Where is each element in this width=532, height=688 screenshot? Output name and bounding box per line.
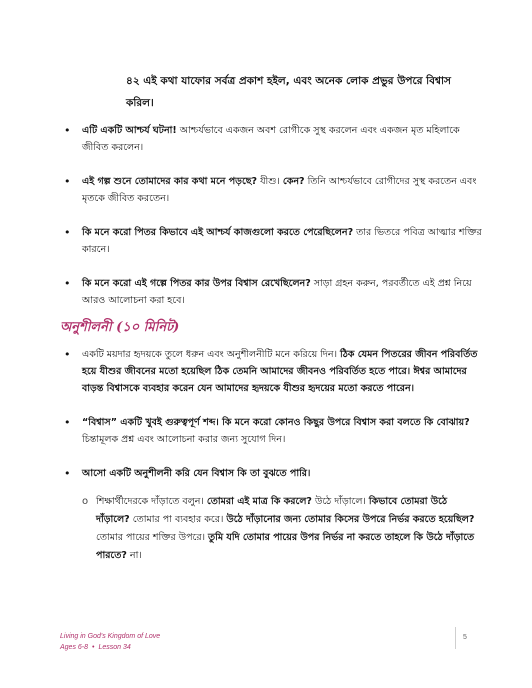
footer-subtitle (60, 642, 160, 653)
sub-text: তোমার পা ব্যবহার করে। (129, 514, 227, 525)
bullet-list-bottom (64, 346, 484, 499)
bullet-icon: • (64, 416, 71, 429)
bullet-text: সাড়া গ্রহন করুন, পরবর্তীতে এই প্রশ্ন নিয়ে আরও আলোচনা করা হবে। (82, 278, 472, 306)
sub-text: উঠে দাঁড়ালে। (311, 496, 369, 507)
footer-divider (455, 627, 456, 649)
bullet-icon: • (64, 175, 71, 188)
sub-list-item (82, 493, 476, 565)
bullet-bold-text: এই গল্প শুনে তোমাদের কার কথা মনে পড়ছে? (82, 176, 258, 187)
footer-title: Living in God's Kingdom of Love (60, 633, 161, 640)
bullet-text: তার ভিতরে পবিত্র আত্মার শক্তির কারনে। (82, 227, 482, 255)
sub-bold-text: তুমি যদি তোমার পায়ের উপর নির্ভর না করতে তাহলে কি উঠে দাঁড়াতে পারতে? (96, 532, 475, 561)
bullet-bold-text: কেন? (282, 176, 305, 187)
list-item (64, 224, 484, 258)
bullet-text: তিনি আশ্চর্যভাবে রোগীদের সুস্থ করতেন এবং মৃতকে জীবিত করতেন। (82, 176, 477, 204)
bullet-text: একটি ময়দার হৃদয়কে তুলে ধরুন এবং অনুশীলনীটি মনে করিয়ে দিন। (82, 349, 341, 360)
bullet-list-top (64, 122, 484, 326)
bullet-bold-text: “বিশ্বাস” একটি খুবই গুরুত্বপূর্ণ শব্দ। কি মনে করো কোনও কিছুর উপরে বিশ্বাস করা বলতে কি বোঝায়? (82, 417, 470, 428)
bullet-text: যীশু। (257, 176, 283, 187)
footer-bullet: • (92, 644, 95, 651)
bullet-icon: • (64, 277, 71, 290)
list-item (64, 414, 484, 448)
section-heading: অনুশীলনী (১০ মিনিট) (60, 320, 180, 335)
bullet-bold-text: আসো একটি অনুশীলনী করি যেন বিশ্বাস কি তা বুঝতে পারি। (82, 468, 311, 479)
footer-lesson: Lesson 34 (98, 644, 131, 651)
sub-text: তোমার পায়ের শক্তির উপরে। (96, 532, 208, 543)
bullet-bold-text: ঠিক যেমন পিতরের জীবন পরিবর্তিত হয়ে যীশুর জীবনের মতো হয়েছিল ঠিক তেমনি আমাদের জীবনও পরিবর্তিত হতে পারে। ঈশ্বর আমাদের বাড়ন্ত বিশ্বাসকে ব্যবহার করেন যেন আমাদের হৃদয়কে যীশুর হৃদয়ের মতো করতে পারেন। (82, 349, 478, 394)
verse-text: ৪২ এই কথা যাফোর সর্বত্র প্রকাশ হইল, এবং অনেক লোক প্রভুর উপরে বিশ্বাস করিল। (126, 75, 451, 109)
bullet-bold-text: এটি একটি আশ্চর্য ঘটনা! (82, 125, 177, 136)
bullet-text: চিন্তামূলক প্রশ্ন এবং আলোচনা করার জন্য সুযোগ দিন। (82, 434, 286, 445)
bullet-text: আশ্চর্যভাবে একজন অবশ রোগীকে সুস্থ করলেন এবং একজন মৃত মহিলাকে জীবিত করলেন। (82, 125, 460, 153)
list-item (64, 275, 484, 309)
bullet-icon: • (64, 124, 71, 137)
sub-bold-text: কিভাবে তোমরা উঠে দাঁড়ালে? (96, 496, 448, 525)
footer-ages: Ages 6-8 (60, 644, 89, 651)
sub-bold-text: উঠে দাঁড়ানোর জন্য তোমার কিসের উপরে নির্ভর করতে হয়েছিল? (226, 514, 475, 525)
bullet-bold-text: কি মনে করো এই গল্পে পিতর কার উপর বিশ্বাস রেখেছিলেন? (82, 278, 311, 289)
page-number: 5 (463, 634, 467, 641)
page-footer (60, 631, 160, 653)
circle-bullet-icon: o (82, 496, 89, 507)
sub-text: শিক্ষার্থীদেরকে দাঁড়াতে বলুন। (96, 496, 207, 507)
sub-text: না। (126, 550, 142, 561)
list-item (64, 346, 484, 397)
bullet-icon: • (64, 348, 71, 361)
list-item (64, 465, 484, 482)
bullet-bold-text: কি মনে করো পিতর কিভাবে এই আশ্চর্য কাজগুলো করতে পেরেছিলেন? (82, 227, 354, 238)
list-item (64, 122, 484, 156)
bullet-icon: • (64, 226, 71, 239)
bullet-icon: • (64, 467, 71, 480)
sub-bold-text: তোমরা এই মাত্র কি করলে? (206, 496, 312, 507)
list-item (64, 173, 484, 207)
